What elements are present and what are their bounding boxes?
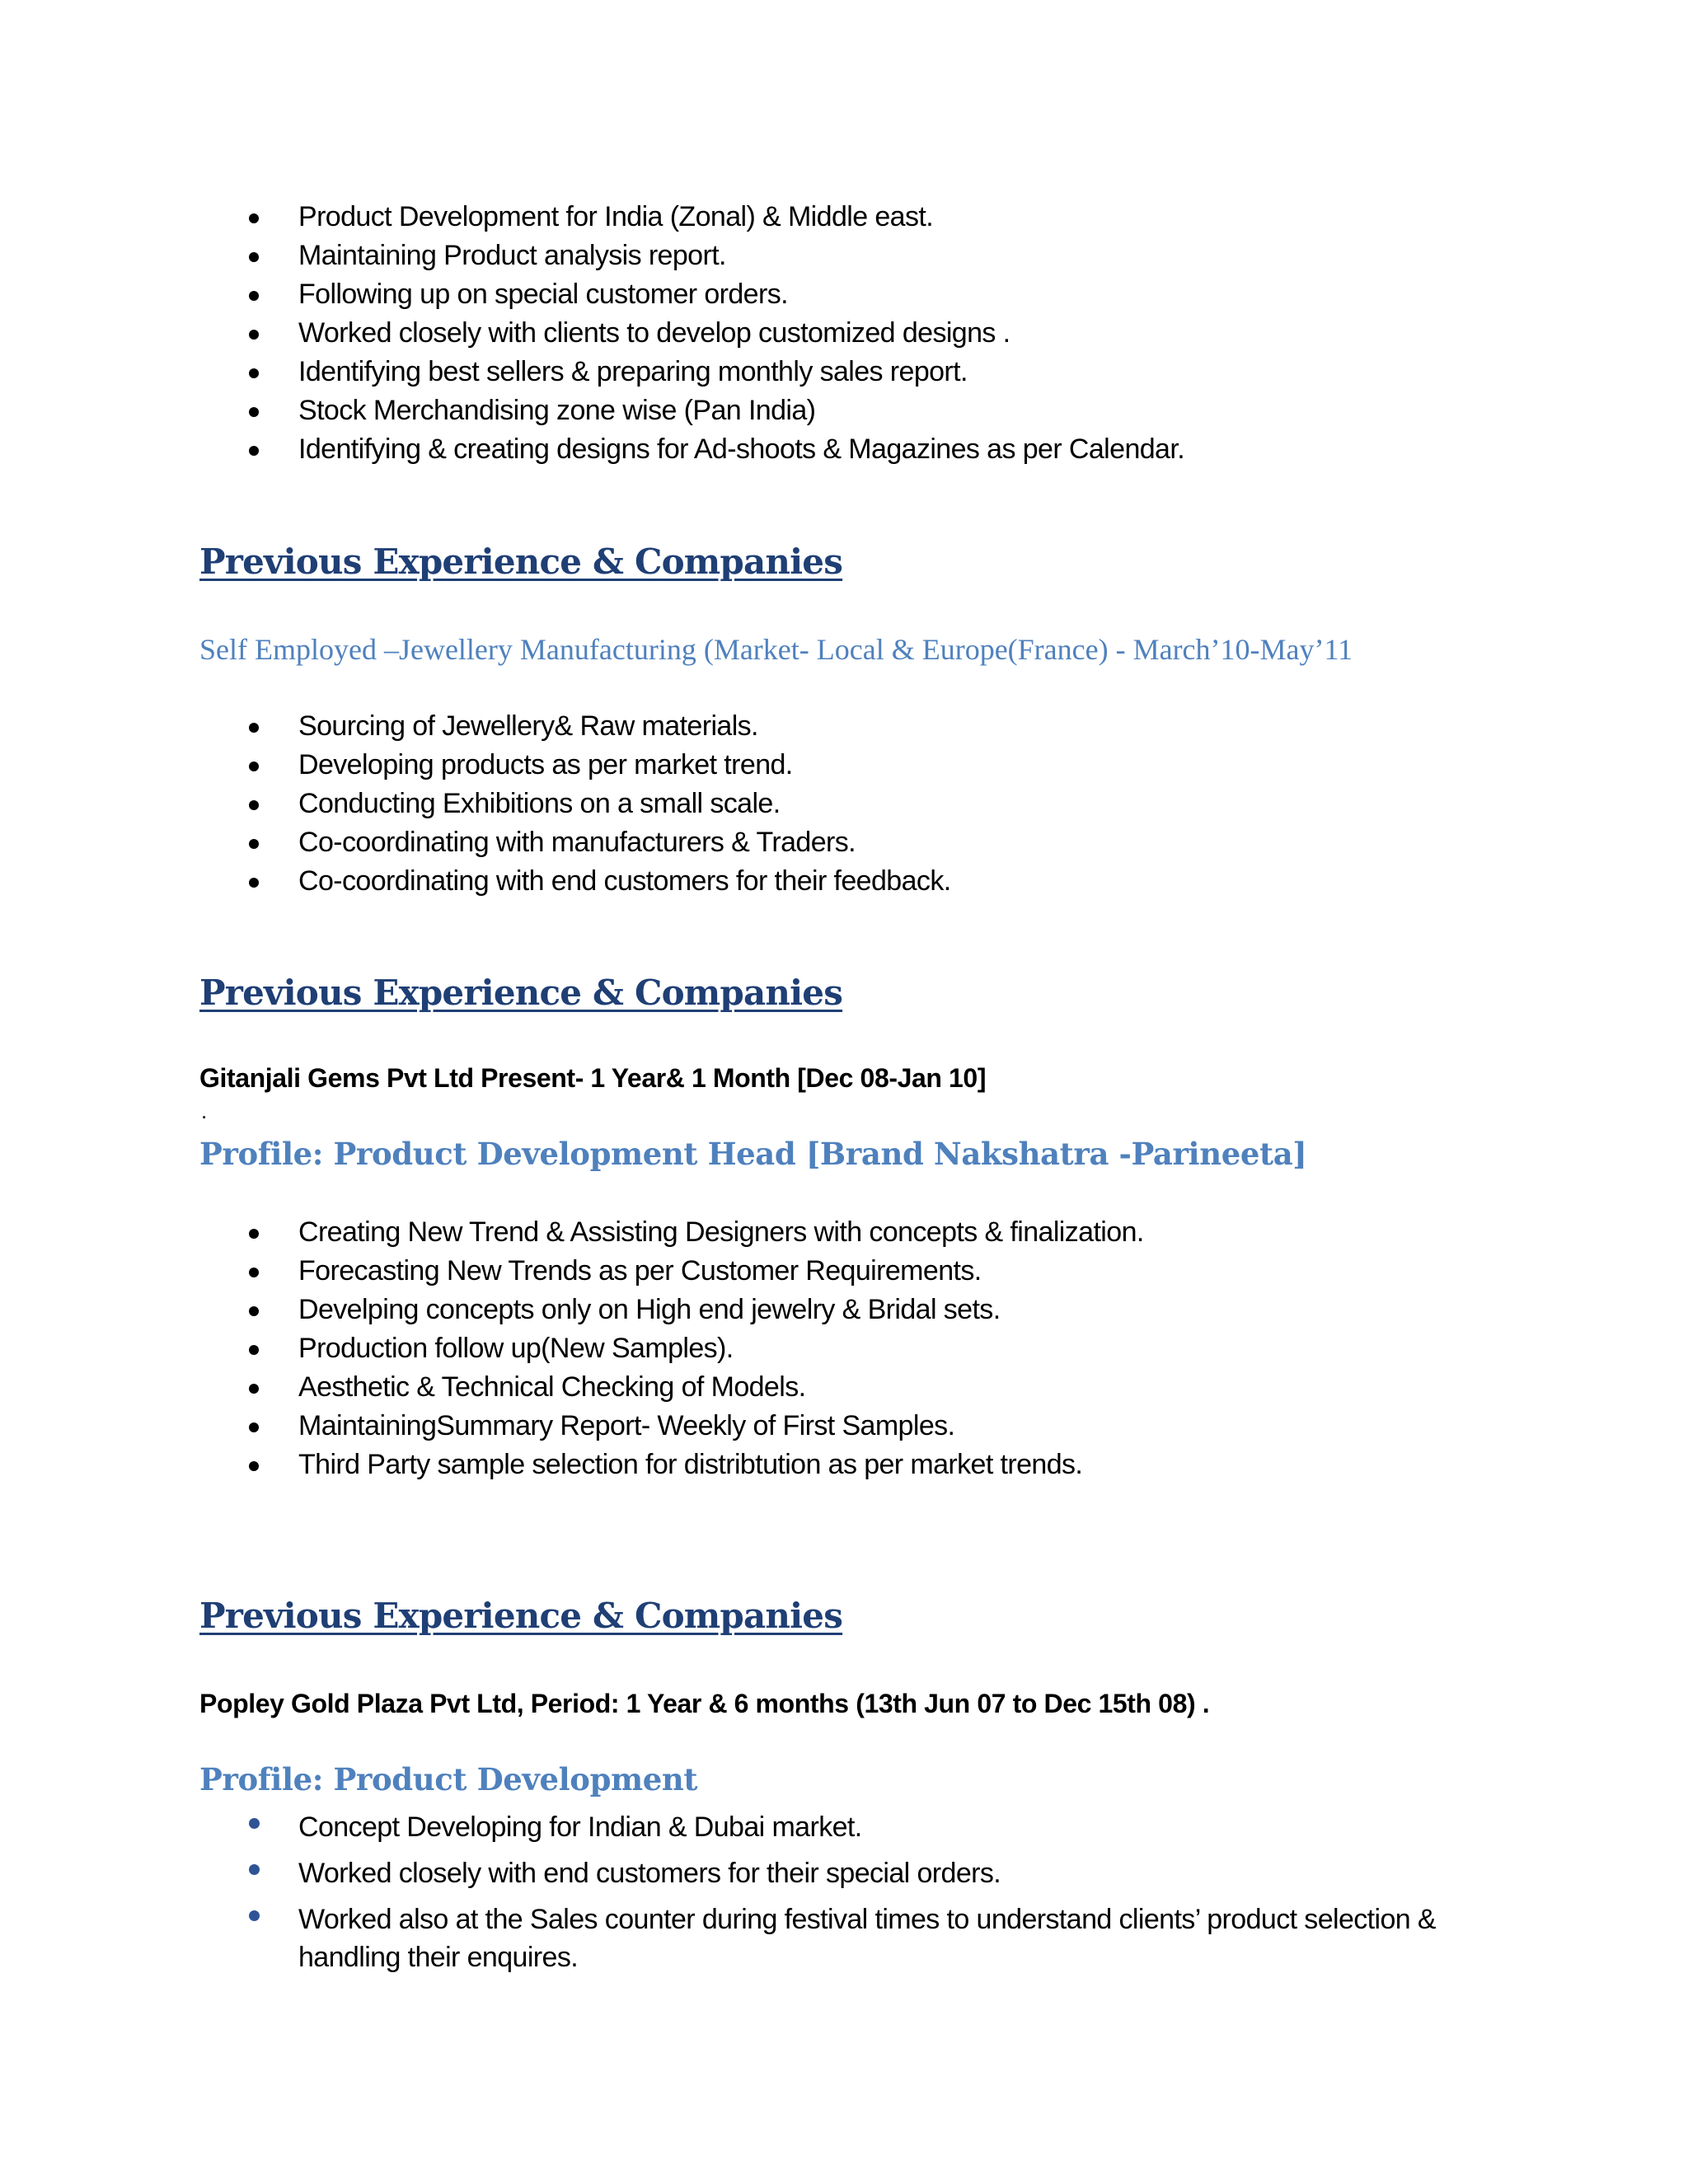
- profile-title: Profile: Product Development: [199, 1761, 698, 1797]
- bullet-icon: [249, 407, 259, 417]
- list-item: Developing products as per market trend.: [0, 746, 1493, 785]
- bullet-icon: [249, 1818, 260, 1829]
- list-item: Creating New Trend & Assisting Designers with concepts & finalization.: [0, 1213, 1493, 1252]
- list-item: Sourcing of Jewellery& Raw materials.: [0, 707, 1493, 746]
- experience-subheading: Self Employed –Jewellery Manufacturing (Market- Local & Europe(France) - March’10-May’11: [199, 633, 1353, 666]
- bullet-icon: [249, 330, 259, 340]
- bullet-icon: [249, 839, 259, 849]
- bullet-icon: [249, 1864, 260, 1875]
- bullet-icon: [249, 1229, 259, 1239]
- bullet-icon: [249, 1461, 259, 1471]
- section-heading: Previous Experience & Companies: [199, 972, 843, 1013]
- company-line: Popley Gold Plaza Pvt Ltd, Period: 1 Year & 6 months (13th Jun 07 to Dec 15th 08) .: [199, 1689, 1210, 1718]
- list-item: Identifying best sellers & preparing monthly sales report.: [0, 353, 1493, 391]
- bullet-icon: [249, 1384, 259, 1394]
- bullet-icon: [249, 762, 259, 771]
- list-item: MaintainingSummary Report- Weekly of First Samples.: [0, 1407, 1493, 1446]
- list-item: Co-coordinating with manufacturers & Traders.: [0, 823, 1493, 862]
- bullet-icon: [249, 213, 259, 223]
- gitanjali-responsibilities: [0, 1213, 1688, 1484]
- list-item: Worked also at the Sales counter during festival times to understand clients’ product selection & handling their enquires.: [0, 1900, 1493, 1976]
- bullet-icon: [249, 723, 259, 733]
- bullet-icon: [249, 1345, 259, 1355]
- bullet-list: [0, 707, 1688, 901]
- bullet-list: [0, 1808, 1688, 1976]
- list-item: Third Party sample selection for distribtution as per market trends.: [0, 1446, 1493, 1484]
- bullet-icon: [249, 1422, 259, 1432]
- list-item: Product Development for India (Zonal) & Middle east.: [0, 198, 1493, 237]
- section-heading: Previous Experience & Companies: [199, 541, 843, 582]
- bullet-icon: [249, 291, 259, 301]
- list-item: Identifying & creating designs for Ad-shoots & Magazines as per Calendar.: [0, 430, 1493, 469]
- list-item: Concept Developing for Indian & Dubai market.: [0, 1808, 1493, 1846]
- top-bullet-list: [0, 198, 1688, 469]
- bullet-icon: [249, 252, 259, 262]
- list-item: Forecasting New Trends as per Customer Requirements.: [0, 1252, 1493, 1291]
- list-item: Following up on special customer orders.: [0, 275, 1493, 314]
- list-item: Worked closely with clients to develop customized designs .: [0, 314, 1493, 353]
- list-item: Co-coordinating with end customers for their feedback.: [0, 862, 1493, 901]
- list-item: Production follow up(New Samples).: [0, 1329, 1493, 1368]
- top-responsibilities: [0, 198, 1688, 469]
- company-line: Gitanjali Gems Pvt Ltd Present- 1 Year& 1 Month [Dec 08-Jan 10]: [199, 1063, 987, 1093]
- list-item: Conducting Exhibitions on a small scale.: [0, 785, 1493, 823]
- bullet-icon: [249, 800, 259, 810]
- list-item: Stock Merchandising zone wise (Pan India): [0, 391, 1493, 430]
- separator-dot: .: [201, 1099, 208, 1123]
- profile-title: Profile: Product Development Head [Brand Nakshatra -Parineeta]: [199, 1136, 1307, 1172]
- bullet-list: [0, 1213, 1688, 1484]
- self-employed-responsibilities: [0, 707, 1688, 901]
- list-item: Aesthetic & Technical Checking of Models.: [0, 1368, 1493, 1407]
- popley-responsibilities: [0, 1808, 1688, 1985]
- bullet-icon: [249, 878, 259, 888]
- section-heading: Previous Experience & Companies: [199, 1596, 843, 1636]
- bullet-icon: [249, 1306, 259, 1316]
- bullet-icon: [249, 446, 259, 456]
- bullet-icon: [249, 368, 259, 378]
- list-item: Develping concepts only on High end jewelry & Bridal sets.: [0, 1291, 1493, 1329]
- list-item: Maintaining Product analysis report.: [0, 237, 1493, 275]
- bullet-icon: [249, 1910, 260, 1921]
- list-item: Worked closely with end customers for their special orders.: [0, 1854, 1493, 1892]
- bullet-icon: [249, 1268, 259, 1277]
